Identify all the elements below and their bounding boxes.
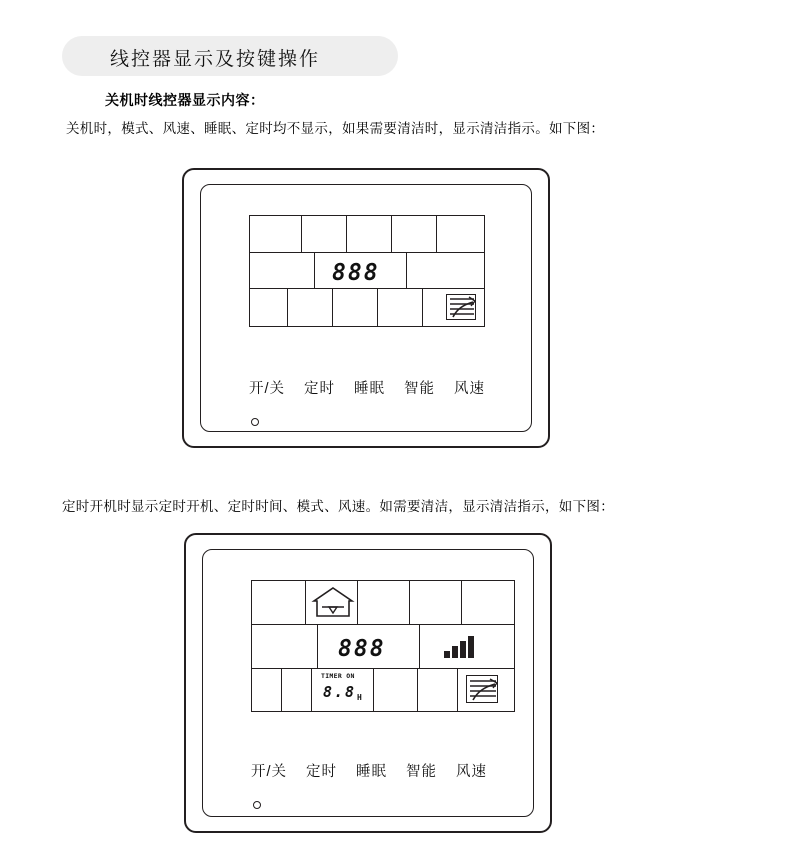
button-timer-2[interactable]: 定时	[306, 764, 338, 780]
button-timer[interactable]: 定时	[304, 381, 336, 397]
lcd2-row-2	[252, 625, 514, 669]
button-fan-speed[interactable]: 风速	[453, 381, 485, 397]
lcd2-row-3	[252, 669, 514, 711]
lcd2-cell-r2c1	[252, 625, 318, 669]
timer-on-label: TIMER ON	[321, 672, 355, 680]
lcd2-cell-r2c2-digits	[318, 625, 420, 669]
power-led-indicator	[251, 418, 259, 426]
lcd2-cell-r1c3	[358, 581, 410, 625]
lcd-cell-r3c3	[333, 289, 378, 326]
clean-filter-icon	[446, 294, 476, 320]
lcd-screen-timer	[251, 580, 515, 712]
block2-paragraph: 定时开机时显示定时开机、定时时间、模式、风速。如需要清洁，显示清洁指示，如下图：	[62, 499, 614, 514]
lcd-cell-r1c2	[302, 216, 347, 253]
lcd2-cell-r1c5	[462, 581, 514, 625]
lcd-cell-r1c4	[392, 216, 437, 253]
lcd-cell-r2c3	[407, 253, 484, 289]
home-mode-icon	[311, 586, 355, 620]
lcd-row-1	[250, 216, 484, 253]
controller-inner-bezel	[200, 184, 532, 432]
wired-controller-timer-state	[184, 533, 552, 833]
button-power[interactable]: 开/关	[249, 381, 286, 397]
lcd2-cell-r3c1	[252, 669, 282, 711]
button-fan-speed-2[interactable]: 风速	[455, 764, 487, 780]
button-sleep-2[interactable]: 睡眠	[356, 764, 387, 780]
timer-unit-label: H	[357, 693, 362, 702]
lcd-row-2	[250, 253, 484, 289]
lcd2-cell-r3c6-clean	[458, 669, 514, 711]
clean-filter-icon-2	[466, 675, 498, 703]
lcd-cell-r3c4	[378, 289, 423, 326]
lcd-screen-off	[249, 215, 485, 327]
lcd-main-digits: 888	[332, 260, 380, 286]
section-heading-text: 线控器显示及按键操作	[110, 49, 321, 70]
lcd-row-3	[250, 289, 484, 326]
lcd-cell-r2c2-digits	[315, 253, 407, 289]
power-led-indicator-2	[253, 801, 261, 809]
button-smart-2[interactable]: 智能	[405, 764, 437, 780]
timer-digits: 8.8	[323, 683, 357, 701]
lcd2-cell-r2c3-fan	[420, 625, 514, 669]
lcd-cell-r1c3	[347, 216, 392, 253]
lcd2-cell-r3c5	[418, 669, 458, 711]
lcd2-main-digits: 888	[338, 636, 386, 662]
button-sleep[interactable]: 睡眠	[354, 381, 385, 397]
lcd-cell-r3c1	[250, 289, 288, 326]
clean-filter-icon-glyph-2	[467, 676, 499, 704]
button-label-row-off	[249, 377, 485, 398]
clean-filter-icon-glyph	[447, 295, 477, 321]
lcd2-cell-r3c2	[282, 669, 312, 711]
lcd2-row-1	[252, 581, 514, 625]
lcd-cell-r1c1	[250, 216, 302, 253]
fan-speed-bars-icon	[444, 636, 474, 658]
lcd2-cell-r3c4	[374, 669, 418, 711]
lcd-cell-r3c2	[288, 289, 333, 326]
button-smart[interactable]: 智能	[403, 381, 435, 397]
block1-subheading: 关机时线控器显示内容：	[105, 92, 265, 108]
controller-inner-bezel-2	[202, 549, 534, 817]
lcd-cell-r1c5	[437, 216, 484, 253]
block1-paragraph: 关机时，模式、风速、睡眠、定时均不显示，如果需要清洁时，显示清洁指示。如下图：	[66, 121, 605, 136]
lcd2-cell-r1c4	[410, 581, 462, 625]
lcd-cell-r3c5-clean	[423, 289, 484, 326]
lcd2-cell-r3c3-timer	[312, 669, 374, 711]
lcd-cell-r2c1	[250, 253, 315, 289]
button-power-2[interactable]: 开/关	[251, 764, 288, 780]
lcd2-cell-r1c1	[252, 581, 306, 625]
button-label-row-timer	[251, 760, 487, 781]
wired-controller-off-state	[182, 168, 550, 448]
lcd2-cell-r1c2-mode	[306, 581, 358, 625]
